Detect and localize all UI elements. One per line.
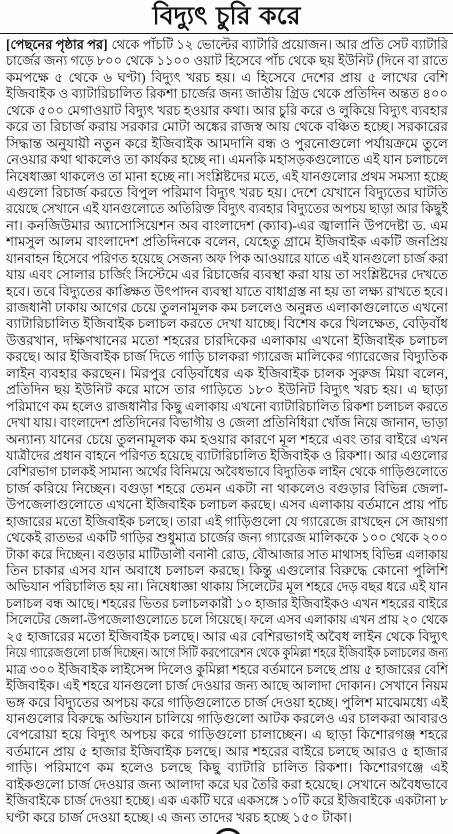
article-line	[6, 152, 448, 168]
article-line	[6, 70, 448, 86]
article-line	[6, 448, 448, 464]
article-line	[6, 727, 448, 743]
article-line-text: বর্তমানে প্রায় ৫ হাজার ইজিবাইক চলছে। আর শহরের বাইরে চলছে আরও ৫ হাজার	[6, 743, 448, 759]
article-line-text: অন্যান্য যানের চেয়ে তুলনামূলক কম হওয়ার কারণে মূল শহরে এবং তার বাইরে এখন	[6, 431, 448, 447]
article-line	[6, 810, 448, 826]
article-line	[6, 218, 448, 234]
article-line-text: যাত্রীদের প্রধান বাহনে পরিণত হয়েছে ব্যাটারিচালিত ইজিবাইক ও রিকশা। আর এগুলোর	[6, 447, 448, 463]
article-line-text: সিদ্ধান্ত অনুযায়ী নতুন করে ইজিবাইক আমদানি বন্ধ ও পুরনোগুলো পর্যায়ক্রমে তুলে	[6, 135, 448, 151]
article-line-text: লাইন ব্যবহার করছেন। মিরপুর বেড়িবাঁধের এক ইজিবাইক চালক সুরুজ মিয়া বলেন,	[6, 365, 448, 381]
article-line-text: গাড়ি। পরিমাণে কম হলেও চলছে কিছু ব্যাটারি চালিত রিকশা। কিশোরগঞ্জে এই	[6, 760, 448, 776]
article-line-text: তিন চাকার এসব যান অবাধে চলাচল করছে। কিন্তু এগুলোর বিরুদ্ধে কোনো পুলিশি	[6, 563, 448, 578]
article-line	[6, 432, 448, 448]
article-line	[6, 119, 448, 135]
article-line	[6, 612, 448, 628]
continuation-marker: [পেছনের পৃষ্ঠার পর]	[6, 37, 108, 52]
article-line-text: ইজিবাইকে চার্জ দেওয়া হচ্ছে। এক একটি ঘরে একসঙ্গে ১০টি করে ইজিবাইকে একটানা ৮	[6, 793, 448, 809]
article-line	[6, 415, 448, 431]
article-line-text: ২৫ হাজারের মতো ইজিবাইক চলছে। আর এর বেশিরভাগই অবৈধ লাইন থেকে বিদ্যুৎ	[6, 628, 448, 644]
article-line	[6, 464, 448, 480]
article-line-text: পরিমাণে কম হলেও রাজধানীর কিছু এলাকায় এখনো ব্যাটারিচালিত রিকশা চলাচল করতে	[6, 398, 448, 414]
article-line	[6, 629, 448, 645]
article-line	[6, 662, 448, 678]
article-line-text: নেওয়ার কথা থাকলেও তা কার্যকর হচ্ছে না। এমনকি মহাসড়কগুলোতে এই যান চলাচলে	[6, 152, 448, 168]
cropped-graphic-edge	[214, 828, 242, 834]
article-line-text: না। কনজিউমার অ্যাসোসিয়েশন অব বাংলাদেশ (ক্যাব)-এর জ্বালানি উপদেষ্টা ড. এম	[6, 217, 448, 233]
article-line-text: যানগুলোর বিরুদ্ধে অভিযান চালিয়ে গাড়িগুলো আটক করলেও এর চালকরা আবারও	[6, 710, 448, 726]
article-line-text: নিষেধাজ্ঞা থাকলেও তা মানা হচ্ছে না। সংশ্লিষ্টদের মতে, এই যানগুলোর প্রথম সমস্যা হচ্ছে	[6, 168, 448, 184]
article-line-text: রাজধানী ঢাকায় আগের চেয়ে তুলনামূলক কম চললেও অনুন্নত এলাকাগুলোতে এখনো	[6, 300, 448, 315]
article-line-text: অভিযান পরিচালিত হয় না। নিষেধাজ্ঞা থাকায় সিলেটের মূল শহরে দেড় বছর ধরে এই যান	[6, 579, 448, 595]
article-line-text: করছে। আর ইজিবাইক চার্জ দিতে গাড়ি চালকরা গ্যারেজ মালিকের গ্যারেজের বিদ্যুতিক	[6, 349, 448, 365]
article-line	[6, 579, 448, 595]
article-line-text: যায় এবং সোলার চার্জিং সিস্টেমে এর রিচার্জের ব্যবস্থা করা যায় তা সংশ্লিষ্টদের দেখতে	[6, 267, 448, 283]
article-line-text: সিলেটের জেলা-উপজেলাগুলোতে চলে গিয়েছে। ফলে এসব এলাকায় এখন প্রায় ২০ থেকে	[6, 612, 448, 628]
article-line	[6, 53, 448, 69]
article-line	[6, 596, 448, 612]
article-line	[6, 547, 448, 563]
article-line	[6, 37, 448, 53]
article-line	[6, 333, 448, 349]
article-body	[6, 37, 448, 826]
article-line	[6, 136, 448, 152]
article-line-text: উত্তরখান, দক্ষিণখানের মতো শহরের চারদিকের এলাকায় এখনো ইজিবাইক চলাচল	[6, 332, 448, 348]
article-line	[6, 678, 448, 694]
article-line-text: উপজেলাগুলোতে এখনো ইজিবাইক চলাচল করছে। এসব এলাকায় বর্তমানে প্রায় পাঁচ	[6, 497, 448, 513]
article-line-text: চার্জ করিয়ে নিচ্ছেন। বগুড়া শহরে তেমন একটা না থাকলেও বগুড়ার বিভিন্ন জেলা-	[6, 480, 448, 496]
article-line	[6, 481, 448, 497]
article-line	[6, 563, 448, 579]
article-line-text: রয়েছে সেখানে এই যানগুলোতে অতিরিক্ত বিদ্যুৎ ব্যবহার বিদ্যুতের অপচয় ছাড়া আর কিছুই	[6, 201, 448, 217]
article-line-text: নিয়ে গ্যারেজগুলো চার্জ দিচ্ছেন। আগে সিটি করপোরেশন থেকে কুমিল্লা শহরে ইজিবাইক চলাচলের জন্য	[6, 645, 448, 661]
article-line-text: এগুলো রিচার্জ করতে বিপুল পরিমাণ বিদ্যুৎ খরচ হয়। দেশে যেখানে বিদ্যুতের ঘাটতি	[6, 184, 448, 200]
article-line	[6, 399, 448, 415]
headline: বিদ্যুৎ চুরি করে	[152, 1, 301, 30]
article-line-text: করে তা রিচার্জ করায় সরকার মোটা অঙ্কের রাজস্ব আয় থেকে বঞ্চিত হচ্ছে। সরকারের	[6, 119, 448, 135]
article-line-text: ইজিবাইক। এই শহরে যানগুলো চার্জ দেওয়ার জন্য আছে আলাদা দোকান। সেখানে নিয়ম	[6, 678, 448, 694]
article-line-text: হাজারের মতো ইজিবাইক চলছে। তারা এই গাড়িগুলো যে গ্যারেজে রাখছেন সে জায়গা	[6, 513, 448, 529]
article-line	[6, 497, 448, 513]
article-line	[6, 316, 448, 332]
article-line	[6, 514, 448, 530]
article-line	[6, 201, 448, 217]
article-line-wrap	[6, 37, 448, 53]
article-line-text: ভঙ্গ করে বিদ্যুতের অপচয় করে গাড়িগুলোতে চার্জ দেওয়া হচ্ছে। পুলিশ মাঝেমধ্যে এই	[6, 694, 448, 710]
article-line	[6, 366, 448, 382]
article-line-text: শামসুল আলম বাংলাদেশ প্রতিদিনকে বলেন, যেহেতু গ্রামে ইজিবাইক একটি জনপ্রিয়	[6, 234, 448, 250]
article-line-text: থেকেই রাতভর একটি গাড়ির শুধুমাত্র চার্জের জন্য গ্যারেজ মালিককে ১০০ থেকে ২০০	[6, 530, 448, 546]
article-line	[6, 793, 448, 809]
article-line-text: বাইকগুলো চার্জ দেওয়ার জন্য আলাদা করে ঘর তৈরি করা হয়েছে। সেখানে অবৈধভাবে	[6, 776, 448, 792]
article-line	[6, 711, 448, 727]
article-line	[6, 645, 448, 661]
article-line-text: হবে। তবে বিদ্যুতের কাঙ্ক্ষিত উৎপাদন ব্যবস্থা যাতে বাধাগ্রস্ত না হয় তা লক্ষ্য রাখতে হবে।	[6, 283, 448, 299]
headline-block	[0, 0, 453, 34]
article-line-text: বেশিরভাগ চালকই সামান্য অর্থের বিনিময়ে অবৈধভাবে বিদ্যুতিক লাইন থেকে গাড়িগুলোতে	[6, 464, 448, 480]
article-line	[6, 103, 448, 119]
article-line	[6, 251, 448, 267]
article-line-text: কমপক্ষে ৫ থেকে ৬ ঘণ্টা) বিদ্যুৎ খরচ হয়। এ হিসেবে দেশের প্রায় ৫ লাখের বেশি	[6, 69, 448, 85]
article-line	[6, 169, 448, 185]
article-line	[6, 300, 448, 316]
article-line-text: থেকে পাঁচটি ১২ ভোল্টের ব্যাটারি প্রয়োজন। আর প্রতি সেট ব্যাটারি	[111, 37, 448, 52]
article-line-text: চলাচল বন্ধ আছে। শহরের ভিতর চলাচলকারী ১০ হাজার ইজিবাইকও এখন শহরের বাইরে	[6, 595, 448, 611]
article-line-text: ব্যাটারিচালিত ইজিবাইক চলাচল করতে দেখা যাচ্ছে। বিশেষ করে খিলক্ষেত, বেড়িবাঁধ	[6, 316, 448, 332]
article-line-text: বেপরোয়া হয়ে বিদ্যুৎ অপচয় করে গাড়িগুলো চালাচ্ছেন। এ ছাড়া কিশোরগঞ্জ শহরে	[6, 727, 448, 743]
article-line	[6, 760, 448, 776]
article-line	[6, 382, 448, 398]
article-line	[6, 349, 448, 365]
article-line	[6, 234, 448, 250]
article-line-text: প্রতিদিন ছয় ইউনিট করে মাসে তার গাড়িতে ১৮০ ইউনিট বিদ্যুৎ খরচ হয়। এ ছাড়া	[6, 382, 448, 398]
article-line	[6, 744, 448, 760]
article-line-text: ইজিবাইক ও ব্যাটারিচালিত রিকশা চার্জের জন্য জাতীয় গ্রিড থেকে প্রতিদিন অন্তত ৪০০	[6, 86, 448, 102]
article-line-text: ঘণ্টা করে চার্জ দেওয়া হচ্ছে। এ জন্য তাদের খরচ হচ্ছে ১৫০ টাকা।	[6, 809, 352, 825]
article-line-text: দেখা যায়। বাংলাদেশ প্রতিদিনের বিভাগীয় ও জেলা প্রতিনিধিরা খোঁজ নিয়ে জানান, ভাড়া	[6, 415, 448, 431]
article-line	[6, 86, 448, 102]
article-line	[6, 530, 448, 546]
article-line	[6, 267, 448, 283]
article-line-text: চার্জের জন্য গড়ে ৮০০ থেকে ১১০০ ওয়াট হিসেবে পাঁচ থেকে ছয় ইউনিট (দিনে বা রাতে	[6, 53, 448, 69]
article-line	[6, 185, 448, 201]
article-line-text: মাত্র ৩০০ ইজিবাইক লাইসেন্স দিলেও কুমিল্লা শহরে বর্তমানে চলছে প্রায় ৫ হাজারের বেশি	[6, 661, 448, 677]
article-line	[6, 284, 448, 300]
article-line-text: টাকা করে দিচ্ছেন। বগুড়ার মাটিডালী বনানী রোড, বৌআজার সাত মাথাসহ বিভিন্ন এলাকায়	[6, 546, 448, 562]
article-line	[6, 695, 448, 711]
article-line-text: থেকে ৫০০ মেগাওয়াট বিদ্যুৎ খরচ হওয়ার কথা। আর চুরি করে ও লুকিয়ে বিদ্যুৎ ব্যবহার	[6, 102, 448, 118]
article-line-text: যানবাহন হিসেবে পরিণত হয়েছে সেজন্য অফ পিক আওয়ারে যাতে এই যানগুলো চার্জ করা	[6, 250, 448, 266]
article-line	[6, 777, 448, 793]
